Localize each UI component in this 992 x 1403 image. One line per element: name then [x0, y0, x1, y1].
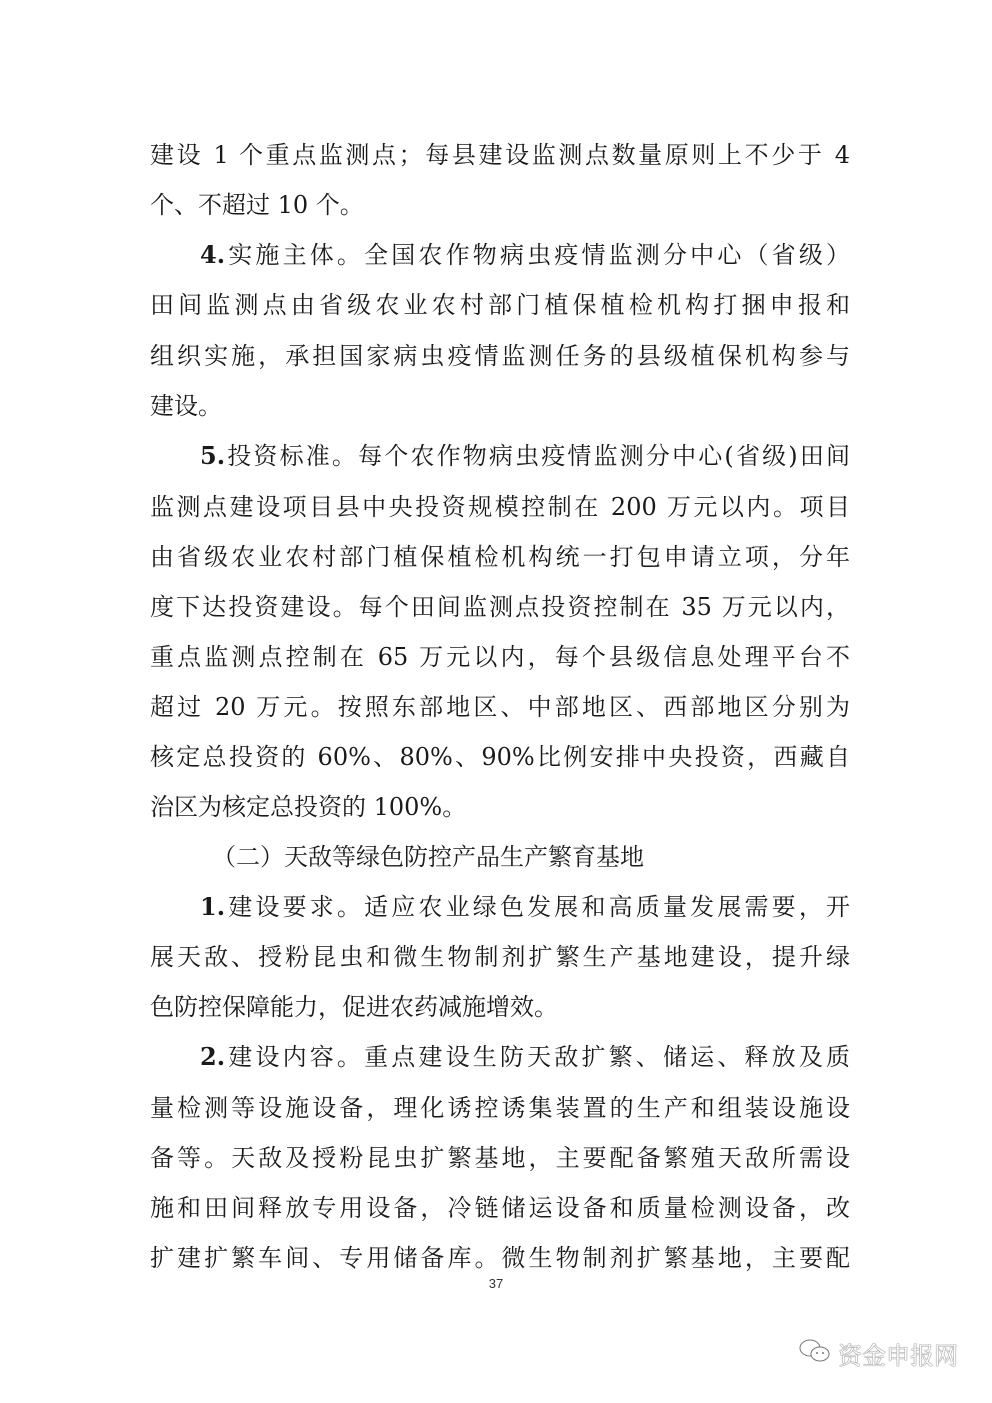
text-line: 备等。天敌及授粉昆虫扩繁基地，主要配备繁殖天敌所需设 [150, 1144, 850, 1172]
text-line: 度下达投资建设。每个田间监测点投资控制在 35 万元以内， [150, 593, 850, 621]
text-line: 由省级农业农村部门植保植检机构统一打包申请立项，分年 [150, 543, 850, 571]
text-line: 超过 20 万元。按照东部地区、中部地区、西部地区分别为 [150, 693, 850, 721]
text-line: 核定总投资的 60%、80%、90%比例安排中央投资，西藏自 [150, 743, 850, 771]
text-line: 治区为核定总投资的 100%。 [150, 793, 467, 821]
text-line: 重点监测点控制在 65 万元以内，每个县级信息处理平台不 [150, 643, 850, 671]
text-line: 个、不超过 10 个。 [150, 191, 364, 219]
text-line: 扩建扩繁车间、专用储备库。微生物制剂扩繁基地，主要配 [150, 1244, 850, 1272]
item-number: 5. [200, 441, 226, 470]
section-heading: （二）天敌等绿色防控产品生产繁育基地 [212, 843, 644, 871]
text-line: 实施主体。全国农作物病虫疫情监测分中心（省级） [225, 241, 850, 269]
text-line: 施和田间释放专用设备，冷链储运设备和质量检测设备，改 [150, 1194, 850, 1222]
item-number: 4. [200, 240, 226, 269]
text-line: 监测点建设项目县中央投资规模控制在 200 万元以内。项目 [150, 493, 850, 521]
text-line: 量检测等设施设备，理化诱控诱集装置的生产和组装设施设 [150, 1094, 850, 1122]
text-line: 色防控保障能力，促进农药减施增效。 [150, 993, 558, 1021]
page-number: 37 [488, 1276, 504, 1291]
text-line: 建设内容。重点建设生防天敌扩繁、储运、释放及质 [225, 1043, 850, 1071]
text-line: 建设 1 个重点监测点；每县建设监测点数量原则上不少于 4 [150, 141, 850, 169]
wechat-icon [798, 1337, 832, 1371]
text-line: 建设。 [150, 392, 222, 420]
text-line: 建设要求。适应农业绿色发展和高质量发展需要，开 [225, 893, 850, 921]
watermark-text: 资金申报网 [838, 1342, 958, 1370]
text-line: 组织实施，承担国家病虫疫情监测任务的县级植保机构参与 [150, 342, 850, 370]
watermark [798, 1336, 958, 1371]
text-line: 田间监测点由省级农业农村部门植保植检机构打捆申报和 [150, 291, 850, 319]
item-number: 1. [200, 892, 226, 921]
text-line: 投资标准。每个农作物病虫疫情监测分中心(省级)田间 [225, 442, 850, 470]
paragraph-item-2 [150, 1042, 850, 1072]
paragraph-item-4 [150, 240, 850, 270]
text-line: 展天敌、授粉昆虫和微生物制剂扩繁生产基地建设，提升绿 [150, 943, 850, 971]
item-number: 2. [200, 1042, 226, 1071]
paragraph-item-1 [150, 892, 850, 922]
paragraph-item-5 [150, 441, 850, 471]
